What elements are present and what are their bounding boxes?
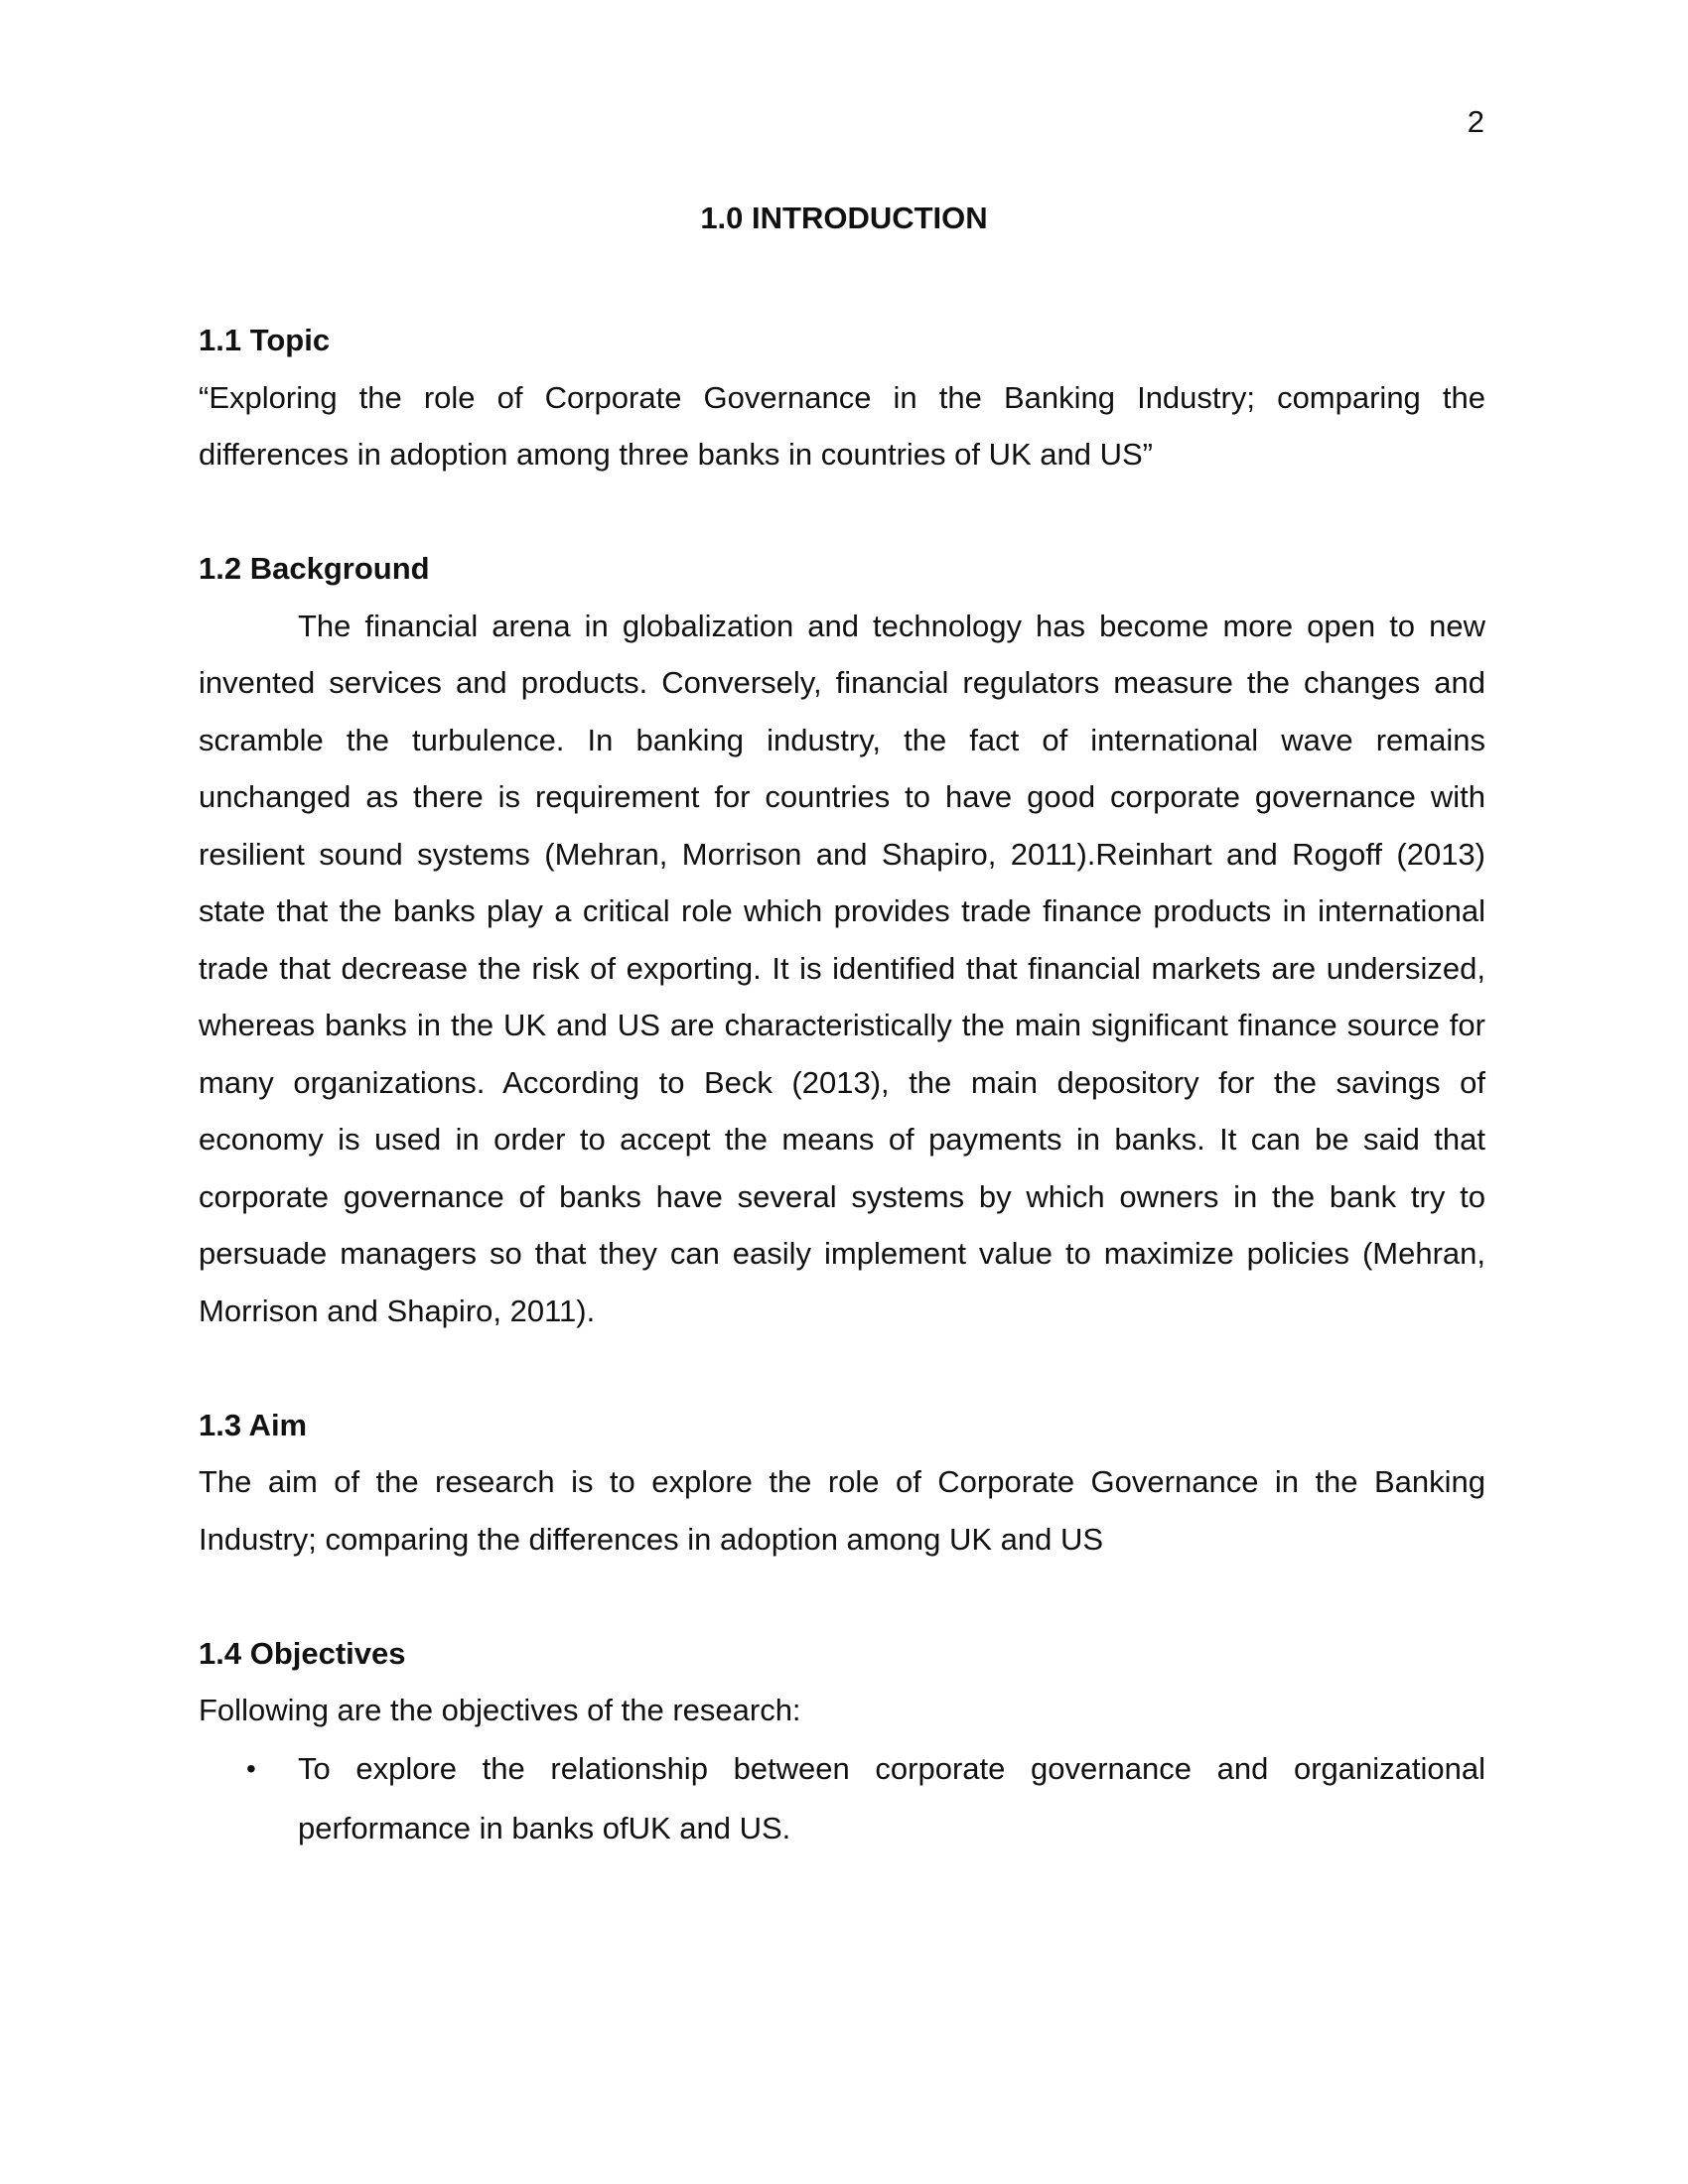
section-heading-topic: 1.1 Topic	[199, 323, 331, 357]
section-heading-objectives: 1.4 Objectives	[199, 1635, 406, 1671]
section-heading-aim: 1.3 Aim	[199, 1407, 308, 1442]
bullet-icon: •	[246, 1752, 256, 1784]
chapter-title: 1.0 INTRODUCTION	[700, 201, 988, 235]
objective-text: To explore the relationship between corporate governance and organizational performance in banks ofUK and US.	[298, 1750, 1485, 1845]
aim-text: The aim of the research is to explore the role of Corporate Governance in the Banking Industry; comparing the differences in adoption among UK and US	[199, 1464, 1485, 1557]
background-text: The financial arena in globalization and technology has become more open to new invented services and products. Conversely, financial regulators measure the changes and scramble the turbulence. In banking industry, the fact of international wave remains unchanged as there is requirement for countries to have good corporate governance with resilient sound systems (Mehran, Morrison and Shapiro, 2011).Reinhart and Rogoff (2013) state that the banks play a critical role which provides trade finance products in international trade that decrease the risk of exporting. It is identified that financial markets are undersized, whereas banks in the UK and US are characteristically the main significant finance source for many organizations. According to Beck (2013), the main depository for the savings of economy is used in order to accept the means of payments in banks. It can be said that corporate governance of banks have several systems by which owners in the bank try to persuade managers so that they can easily implement value to maximize policies (Mehran, Morrison and Shapiro, 2011).	[199, 608, 1485, 1328]
section-heading-background: 1.2 Background	[199, 551, 430, 586]
list-item	[199, 1739, 1485, 1858]
spacer	[199, 1339, 1485, 1397]
objectives-list	[199, 1739, 1485, 1858]
page-number: 2	[1467, 104, 1484, 139]
objectives-intro: Following are the objectives of the research:	[199, 1693, 801, 1727]
spacer	[199, 1568, 1485, 1625]
topic-text: “Exploring the role of Corporate Governance in the Banking Industry; comparing the differences in adoption among three banks in countries of UK and US”	[199, 379, 1485, 472]
document-body	[199, 312, 1485, 1858]
spacer	[199, 483, 1485, 541]
